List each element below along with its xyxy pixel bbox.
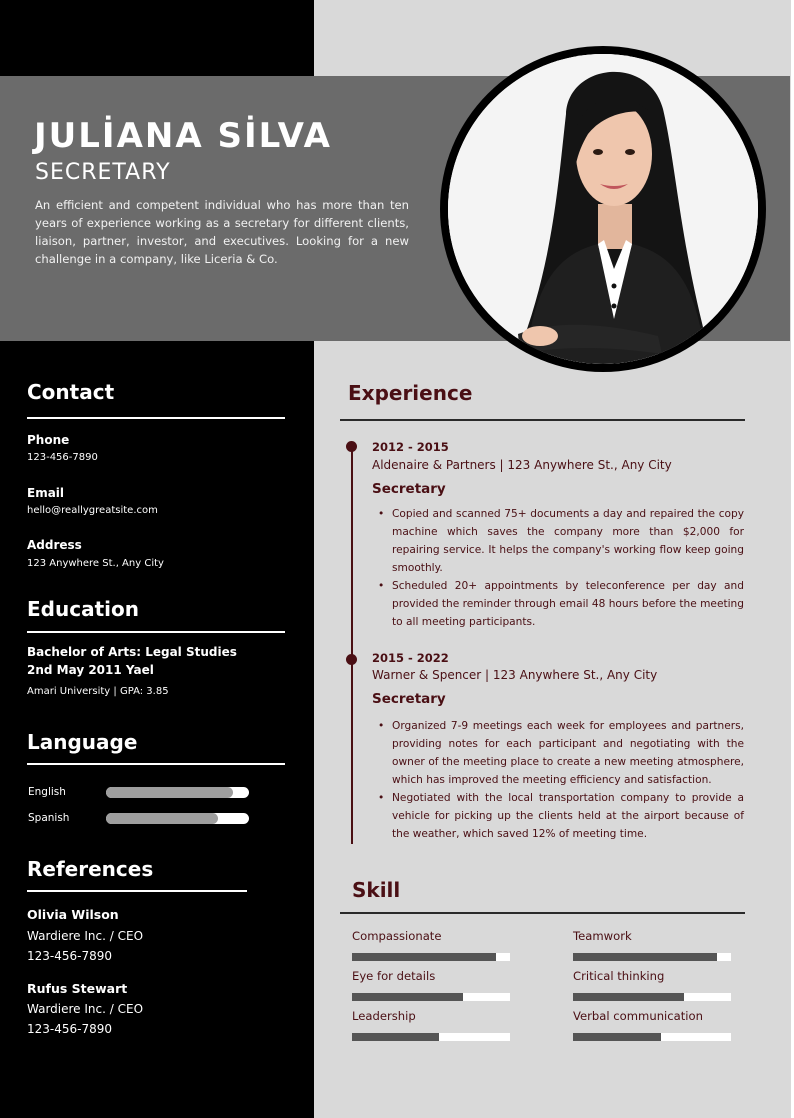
skill-bar xyxy=(352,953,510,961)
job-company: Warner & Spencer | 123 Anywhere St., Any City xyxy=(372,668,658,682)
language-bar xyxy=(106,813,249,824)
contact-divider xyxy=(27,417,285,419)
job-bullet: • Negotiated with the local transportation company to provide a vehicle for picking up the clients held at the airport because of the weather, which saved 12% of meeting time. xyxy=(378,789,744,843)
school: Amari University | GPA: 3.85 xyxy=(27,686,169,697)
skill-name: Leadership xyxy=(352,1009,416,1023)
skill-bar-fill xyxy=(352,1033,439,1041)
degree: Bachelor of Arts: Legal Studies xyxy=(27,645,237,659)
references-heading: References xyxy=(27,857,154,881)
language-name: Spanish xyxy=(28,812,70,824)
references-divider xyxy=(27,890,247,892)
job-bullets xyxy=(378,717,744,843)
skill-bar xyxy=(352,1033,510,1041)
skill-bar-fill xyxy=(352,953,496,961)
profile-photo xyxy=(448,54,758,364)
skill-name: Verbal communication xyxy=(573,1009,703,1023)
job-bullet: • Scheduled 20+ appointments by teleconference per day and provided the reminder through email 48 hours before the meeting to all meeting participants. xyxy=(378,577,744,631)
reference-name: Rufus Stewart xyxy=(27,981,128,996)
reference-phone: 123-456-7890 xyxy=(27,949,113,963)
phone-label: Phone xyxy=(27,433,70,447)
timeline-dot xyxy=(346,654,357,665)
contact-heading: Contact xyxy=(27,380,115,404)
job-title: Secretary xyxy=(372,691,446,707)
address-label: Address xyxy=(27,538,82,552)
job-years: 2015 - 2022 xyxy=(372,651,449,665)
email-value: hello@reallygreatsite.com xyxy=(27,505,158,516)
phone-value: 123-456-7890 xyxy=(27,452,98,463)
language-name: English xyxy=(28,786,66,798)
candidate-role: SECRETARY xyxy=(35,160,171,185)
skill-name: Eye for details xyxy=(352,969,436,983)
skill-heading: Skill xyxy=(352,878,401,902)
skill-bar-fill xyxy=(573,953,717,961)
skill-bar xyxy=(573,953,731,961)
language-heading: Language xyxy=(27,730,138,754)
skill-bar-fill xyxy=(573,993,684,1001)
job-title: Secretary xyxy=(372,481,446,497)
skill-bar-fill xyxy=(352,993,463,1001)
timeline-dot xyxy=(346,441,357,452)
address-value: 123 Anywhere St., Any City xyxy=(27,558,164,569)
skill-bar xyxy=(573,993,731,1001)
reference-phone: 123-456-7890 xyxy=(27,1022,113,1036)
skill-bar-fill xyxy=(573,1033,661,1041)
language-divider xyxy=(27,763,285,765)
reference-org: Wardiere Inc. / CEO xyxy=(27,1002,144,1016)
education-divider xyxy=(27,631,285,633)
reference-org: Wardiere Inc. / CEO xyxy=(27,929,144,943)
job-years: 2012 - 2015 xyxy=(372,440,449,454)
skill-bar xyxy=(352,993,510,1001)
reference-name: Olivia Wilson xyxy=(27,907,119,922)
email-label: Email xyxy=(27,486,65,500)
timeline-line xyxy=(351,444,353,844)
experience-heading: Experience xyxy=(348,381,473,405)
language-bar-fill xyxy=(106,787,233,798)
candidate-name: JULİANA SİLVA xyxy=(34,116,332,156)
skill-divider xyxy=(340,912,745,914)
job-bullets xyxy=(378,505,744,631)
language-bar-fill xyxy=(106,813,218,824)
skill-name: Compassionate xyxy=(352,929,442,943)
skill-bar xyxy=(573,1033,731,1041)
education-heading: Education xyxy=(27,597,139,621)
language-bar xyxy=(106,787,249,798)
graduation-date: 2nd May 2011 Yael xyxy=(27,663,154,677)
portrait-illustration xyxy=(448,54,758,364)
job-bullet: • Copied and scanned 75+ documents a day and repaired the copy machine which saves the company more than $2,000 for repairing service. It helps the company's working flow keep going smoothly. xyxy=(378,505,744,577)
skill-name: Teamwork xyxy=(573,929,632,943)
profile-summary: An efficient and competent individual who has more than ten years of experience working as a secretary for different clients, liaison, partner, investor, and executives. Looking for a new challenge in a company, like Liceria & Co. xyxy=(35,198,409,266)
job-bullet: • Organized 7-9 meetings each week for employees and partners, providing notes for each participant and negotiating with the owner of the meeting place to create a new meeting atmosphere, which has improved the meeting efficiency and satisfaction. xyxy=(378,717,744,789)
job-company: Aldenaire & Partners | 123 Anywhere St., Any City xyxy=(372,458,672,472)
experience-divider xyxy=(340,419,745,421)
skill-name: Critical thinking xyxy=(573,969,665,983)
